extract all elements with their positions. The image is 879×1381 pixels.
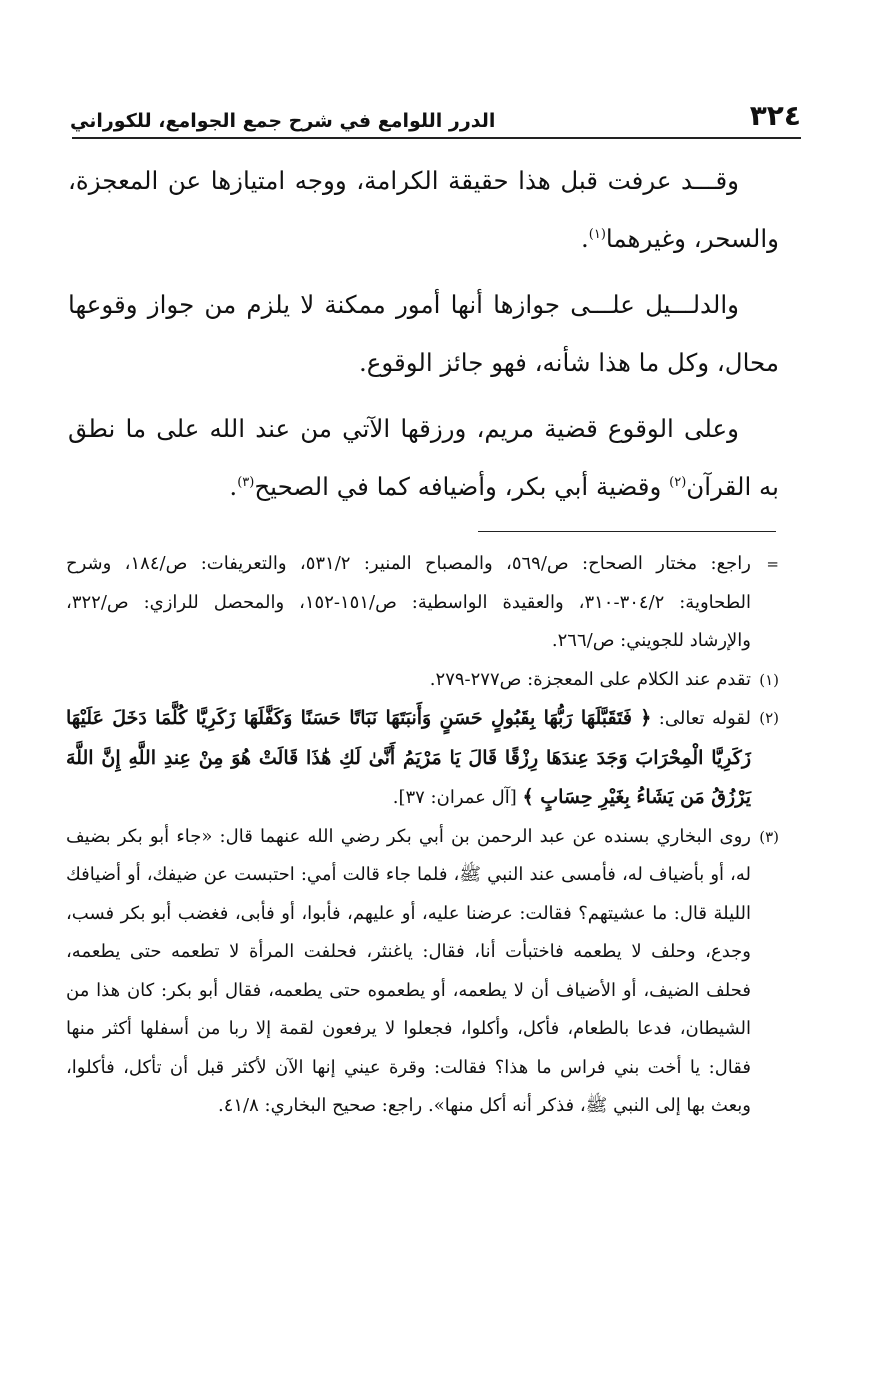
footnote-continuation: = راجع: مختار الصحاح: ص/٥٦٩، والمصباح المنير: ٥٣١/٢، والتعريفات: ص/١٨٤، وشرح الطحاوية: ٣٠٤/٢-٣١٠، والعقيدة الواسطية: ص/١٥١-١٥٢، والمحصل للرازي: ص/٣٢٢، والإرشاد للجويني: ص/٢٦٦. — [66, 553, 779, 651]
page-number: ٣٢٤ — [749, 99, 801, 132]
running-title: الدرر اللوامع في شرح جمع الجوامع، للكوراني — [70, 110, 496, 132]
page-header — [70, 98, 801, 132]
paragraph: وعلى الوقوع قضية مريم، ورزقها الآتي من عند الله على ما نطق به القرآن$^{(٢)}$ وقضية أبي بكر، وأضيافه كما في الصحيح$^{(٣)}$. — [68, 414, 779, 501]
header-rule — [72, 137, 801, 139]
footnotes — [66, 545, 779, 1126]
footnote-3: (٣) روى البخاري بسنده عن عبد الرحمن بن أبي بكر رضي الله عنهما قال: «جاء أبو بكر بضيف له، أو بأضياف له، فأمسى عند النبي ﷺ، فلما جاء قالت أمي: احتبست عن ضيفك، أو أضيافك الليلة قال: ما عشيتهم؟ فقالت: عرضنا عليه، أو عليهم، فأبوا، أو فأبى، فغضب أبو بكر فسب، وجدع، وحلف لا يطعمه فاختبأت أنا، فقال: ياغنثر، فحلفت المرأة لا تطعمه حتى يطعمه، فحلف الضيف، أو الأضياف أن لا يطعمه، أو يطعموه حتى يطعمه، فقال أبو بكر: كان هذا من الشيطان، فدعا بالطعام، فأكل، وأكلوا، فجعلوا لا يرفعون لقمة إلا ربا من أسفلها أكثر منها فقال: يا أخت بني فراس ما هذا؟ فقالت: وقرة عيني إنها الآن لأكثر قبل أن تأكل، فأكلوا، وبعث بها إلى النبي ﷺ، فذكر أنه أكل منها». راجع: صحيح البخاري: ٤١/٨. — [66, 825, 779, 1116]
footnote-ref: (١) — [588, 226, 606, 242]
paragraph: والدلـــيل علـــى جوازها أنها أمور ممكنة لا يلزم من جواز وقوعها محال، وكل ما هذا شأنه، فهو جائز الوقوع. — [68, 290, 779, 377]
paragraph: وقـــد عرفت قبل هذا حقيقة الكرامة، ووجه امتيازها عن المعجزة، والسحر، وغيرهما$^{(١)}$. — [68, 166, 779, 253]
footnote-ref: (٢) — [669, 474, 687, 490]
footnote-rule — [478, 531, 776, 532]
quran-verse: ﴿ فَتَقَبَّلَهَا رَبُّهَا بِقَبُولٍ حَسَنٍ وَأَنبَتَهَا نَبَاتًا حَسَنًا وَكَفَّلَهَا زَكَرِيَّا كُلَّمَا دَخَلَ عَلَيْهَا زَكَرِيَّا الْمِحْرَابَ وَجَدَ عِندَهَا رِزْقًا قَالَ يَا مَرْيَمُ أَنَّىٰ لَكِ هَٰذَا قَالَتْ هُوَ مِنْ عِندِ اللَّهِ إِنَّ اللَّهَ يَرْزُقُ مَن يَشَاءُ بِغَيْرِ حِسَابٍ ﴾ — [66, 707, 751, 808]
footnote-2: (٢) لقوله تعالى: ﴿ فَتَقَبَّلَهَا رَبُّهَا بِقَبُولٍ حَسَنٍ وَأَنبَتَهَا نَبَاتًا حَسَنًا وَكَفَّلَهَا زَكَرِيَّا كُلَّمَا دَخَلَ عَلَيْهَا زَكَرِيَّا الْمِحْرَابَ وَجَدَ عِندَهَا رِزْقًا قَالَ يَا مَرْيَمُ أَنَّىٰ لَكِ هَٰذَا قَالَتْ هُوَ مِنْ عِندِ اللَّهِ إِنَّ اللَّهَ يَرْزُقُ مَن يَشَاءُ بِغَيْرِ حِسَابٍ ﴾ [آل عمران: ٣٧]. — [66, 707, 779, 808]
footnote-ref: (٣) — [237, 474, 255, 490]
main-text — [68, 152, 779, 524]
footnote-1: (١) تقدم عند الكلام على المعجزة: ص٢٧٧-٢٧٩. — [429, 668, 779, 690]
